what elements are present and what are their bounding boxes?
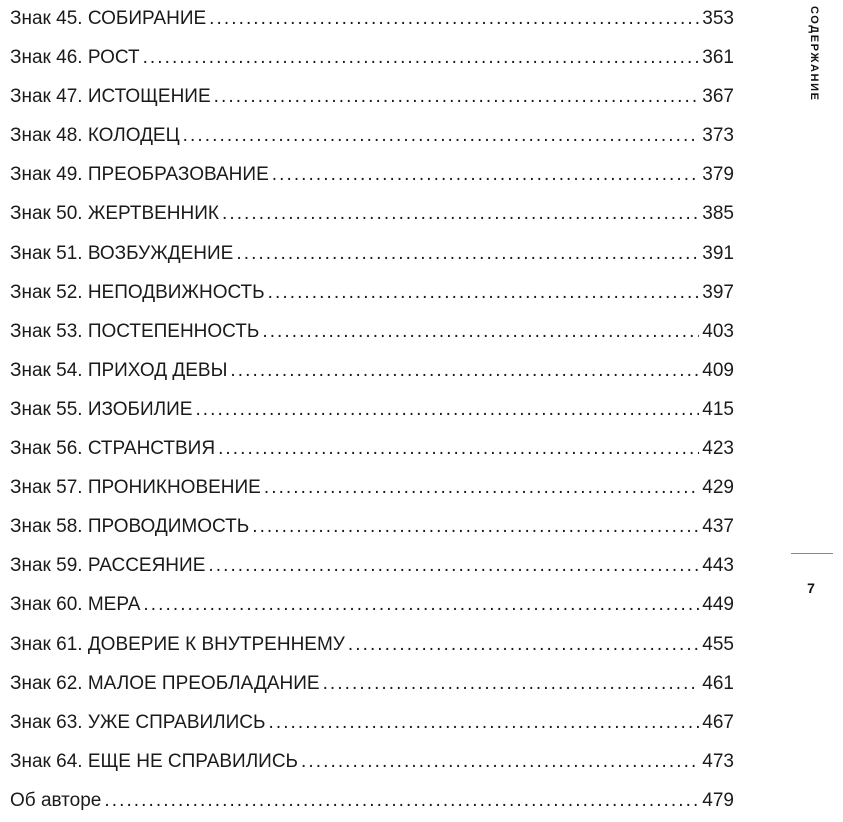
toc-entry-page: 353 — [702, 8, 734, 29]
toc-dot-leader — [268, 281, 700, 305]
toc-entry-title: Знак 57. ПРОНИКНОВЕНИЕ — [10, 477, 261, 499]
toc-entry-page: 467 — [702, 711, 734, 733]
toc-dot-leader — [183, 124, 700, 148]
toc-dot-leader — [272, 163, 700, 187]
toc-entry-title: Знак 60. МЕРА — [10, 594, 141, 616]
toc-entry-page: 361 — [702, 47, 734, 69]
page-number: 7 — [807, 580, 815, 596]
toc-entry[interactable] — [10, 117, 734, 156]
toc-dot-leader — [348, 633, 699, 657]
toc-dot-leader — [222, 202, 699, 226]
toc-entry-page: 449 — [702, 594, 734, 616]
toc-entry[interactable] — [10, 78, 734, 117]
toc-entry[interactable] — [10, 469, 734, 508]
toc-entry-title: Знак 55. ИЗОБИЛИЕ — [10, 398, 193, 420]
toc-entry-page: 367 — [702, 86, 734, 108]
toc-dot-leader — [230, 359, 699, 383]
toc-entry[interactable] — [10, 782, 734, 821]
toc-entry[interactable] — [10, 547, 734, 586]
toc-entry[interactable] — [10, 508, 734, 547]
toc-entry-page: 455 — [702, 633, 734, 655]
toc-entry[interactable] — [10, 195, 734, 234]
toc-entry-page: 473 — [702, 750, 734, 772]
toc-dot-leader — [143, 46, 700, 70]
toc-entry-title: Знак 50. ЖЕРТВЕННИК — [10, 203, 219, 225]
toc-entry-title: Знак 64. ЕЩЕ НЕ СПРАВИЛИСЬ — [10, 750, 299, 772]
page-number-rule — [791, 553, 833, 554]
toc-dot-leader — [195, 398, 699, 422]
toc-entry[interactable] — [10, 665, 734, 704]
toc-entry[interactable] — [10, 274, 734, 313]
toc-entry-title: Знак 61. ДОВЕРИЕ К ВНУТРЕННЕМУ — [10, 633, 345, 655]
toc-entry-page: 429 — [702, 477, 734, 499]
toc-entry[interactable] — [10, 626, 734, 665]
toc-entry-title: Знак 52. НЕПОДВИЖНОСТЬ — [10, 281, 265, 303]
toc-entry-page: 443 — [702, 555, 734, 577]
toc-entry-title: Знак 49. ПРЕОБРАЗОВАНИЕ — [10, 164, 269, 186]
toc-entry-page: 479 — [702, 789, 734, 811]
toc-entry-title: Знак 47. ИСТОЩЕНИЕ — [10, 86, 211, 108]
toc-dot-leader — [264, 476, 699, 500]
toc-dot-leader — [301, 750, 699, 774]
section-label: СОДЕРЖАНИЕ — [808, 6, 820, 102]
toc-dot-leader — [208, 554, 699, 578]
toc-dot-leader — [262, 320, 699, 344]
table-of-contents — [10, 0, 734, 821]
toc-entry-title: Знак 53. ПОСТЕПЕННОСТЬ — [10, 320, 260, 342]
toc-entry-title: Знак 56. СТРАНСТВИЯ — [10, 438, 216, 460]
toc-entry-page: 409 — [702, 359, 734, 381]
toc-dot-leader — [214, 85, 700, 109]
toc-entry[interactable] — [10, 430, 734, 469]
toc-entry-page: 403 — [702, 320, 734, 342]
toc-entry-page: 385 — [702, 203, 734, 225]
toc-dot-leader — [104, 789, 699, 813]
toc-dot-leader — [268, 711, 699, 735]
toc-entry-page: 397 — [702, 281, 734, 303]
toc-entry-page: 415 — [702, 398, 734, 420]
toc-dot-leader — [143, 593, 699, 617]
toc-entry[interactable] — [10, 743, 734, 782]
toc-dot-leader — [218, 437, 699, 461]
toc-entry-title: Знак 46. РОСТ — [10, 47, 140, 69]
toc-entry-title: Знак 63. УЖЕ СПРАВИЛИСЬ — [10, 711, 266, 733]
toc-entry[interactable] — [10, 156, 734, 195]
toc-entry-title: Знак 51. ВОЗБУЖДЕНИЕ — [10, 242, 234, 264]
toc-entry-page: 379 — [702, 164, 734, 186]
toc-entry[interactable] — [10, 0, 734, 39]
toc-entry[interactable] — [10, 391, 734, 430]
toc-entry-title: Знак 58. ПРОВОДИМОСТЬ — [10, 516, 250, 538]
toc-entry-title: Об авторе — [10, 789, 102, 811]
toc-entry-page: 391 — [702, 242, 734, 264]
toc-dot-leader — [323, 672, 700, 696]
toc-entry-title: Знак 48. КОЛОДЕЦ — [10, 125, 180, 147]
toc-dot-leader — [236, 242, 699, 266]
toc-entry-title: Знак 59. РАССЕЯНИЕ — [10, 555, 206, 577]
toc-entry[interactable] — [10, 704, 734, 743]
toc-entry[interactable] — [10, 352, 734, 391]
toc-entry[interactable] — [10, 235, 734, 274]
toc-entry-page: 373 — [702, 125, 734, 147]
toc-entry-title: Знак 62. МАЛОЕ ПРЕОБЛАДАНИЕ — [10, 672, 320, 694]
toc-entry-title: Знак 54. ПРИХОД ДЕВЫ — [10, 359, 228, 381]
toc-dot-leader — [209, 7, 699, 31]
toc-entry-page: 461 — [702, 672, 734, 694]
toc-entry[interactable] — [10, 313, 734, 352]
toc-entry-page: 437 — [702, 516, 734, 538]
toc-entry[interactable] — [10, 586, 734, 625]
toc-entry[interactable] — [10, 39, 734, 78]
toc-entry-page: 423 — [702, 438, 734, 460]
toc-dot-leader — [252, 515, 699, 539]
toc-entry-title: Знак 45. СОБИРАНИЕ — [10, 8, 207, 29]
